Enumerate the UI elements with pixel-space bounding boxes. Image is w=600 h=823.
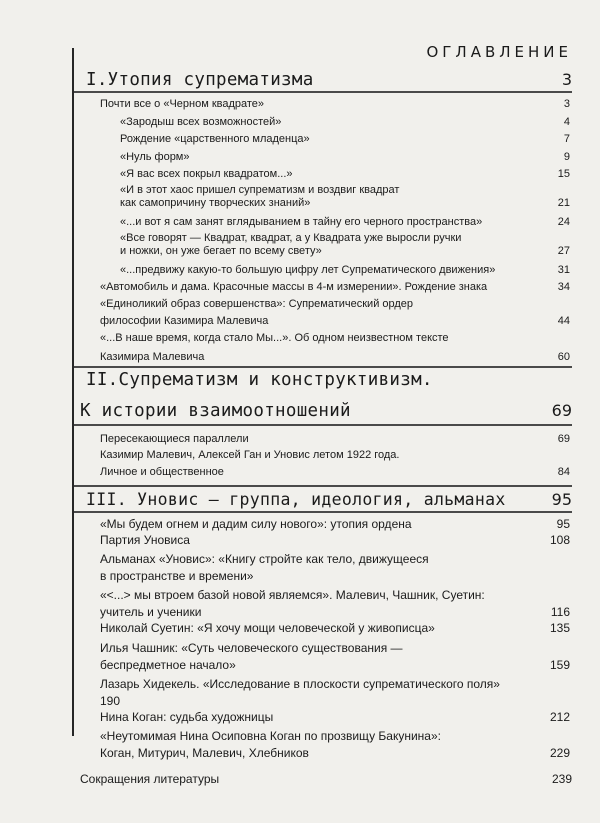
toc-entry: Почти все о «Черном квадрате» 3 xyxy=(100,98,570,110)
section-3-rule xyxy=(74,511,572,513)
section-1-page: 3 xyxy=(561,70,572,89)
toc-footer-entry xyxy=(80,772,572,786)
toc-entry: «...предвижу какую-то большую цифру лет Супрематического движения» 31 xyxy=(120,264,570,276)
toc-entry: Илья Чашник: «Суть человеческого существования — беспредметное начало» 159 xyxy=(100,641,570,672)
toc-entry: Казимир Малевич, Алексей Ган и Уновис летом 1922 года. xyxy=(100,449,400,461)
footer-page: 239 xyxy=(551,772,572,786)
toc-entry: «И в этот хаос пришел супрематизм и воздвиг квадрат как самопричину творческих знаний» 21 xyxy=(120,184,570,209)
section-2-heading-line-2 xyxy=(80,401,572,421)
section-3-rule-top xyxy=(74,485,572,487)
toc-entry: Николай Суетин: «Я хочу мощи человеческой у живописца» 135 xyxy=(100,621,570,635)
section-2-rule-top xyxy=(74,366,572,368)
section-2-title-line-1: II.Супрематизм и конструктивизм. xyxy=(86,370,433,390)
section-1-rule xyxy=(74,91,572,93)
toc-entry: Личное и общественное 84 xyxy=(100,466,570,478)
vertical-rule xyxy=(72,48,74,736)
section-2-heading-line-1 xyxy=(86,370,572,390)
footer-label: Сокращения литературы xyxy=(80,772,220,786)
toc-entry: Рождение «царственного младенца» 7 xyxy=(120,133,570,145)
toc-entry: «Автомобиль и дама. Красочные массы в 4-м измерении». Рождение знака 34 xyxy=(100,281,570,293)
toc-entry: «Я вас всех покрыл квадратом...» 15 xyxy=(120,168,570,180)
section-2-rule xyxy=(74,424,572,426)
section-1-heading xyxy=(86,70,572,90)
section-2-title-line-2: К истории взаимоотношений xyxy=(80,401,351,421)
section-2-page: 69 xyxy=(551,401,572,420)
page-title: ОГЛАВЛЕНИЕ xyxy=(426,43,572,61)
toc-entry: Нина Коган: судьба художницы 212 xyxy=(100,710,570,724)
toc-entry: «Все говорят — Квадрат, квадрат, а у Квадрата уже выросли ручки и ножки, он уже бегает по всему свету» 27 xyxy=(120,232,570,257)
toc-entry: «Зародыш всех возможностей» 4 xyxy=(120,116,570,128)
toc-entry: Партия Уновиса 108 xyxy=(100,533,570,547)
section-3-page: 95 xyxy=(551,490,572,509)
section-3-title: III. Уновис — группа, идеология, альманах xyxy=(86,490,506,509)
section-3-heading xyxy=(86,490,572,509)
toc-entry: Лазарь Хидекель. «Исследование в плоскости супрематического поля» 190 xyxy=(100,677,500,708)
toc-entry: Пересекающиеся параллели 69 xyxy=(100,433,570,445)
toc-entry: «<...> мы втроем базой новой являемся». Малевич, Чашник, Суетин: учитель и ученики 116 xyxy=(100,588,570,619)
toc-entry: «...В наше время, когда стало Мы...». Об одном неизвестном тексте Казимира Малевича 60 xyxy=(100,332,570,363)
toc-entry: «...и вот я сам занят вглядыванием в тайну его черного пространства» 24 xyxy=(120,216,570,228)
toc-entry: «Мы будем огнем и дадим силу нового»: утопия ордена 95 xyxy=(100,517,570,531)
toc-entry: «Нуль форм» 9 xyxy=(120,151,570,163)
toc-entry: Альманах «Уновис»: «Книгу стройте как тело, движущееся в пространстве и времени» xyxy=(100,552,429,583)
toc-entry: «Единоликий образ совершенства»: Супрематический ордер философии Казимира Малевича 44 xyxy=(100,298,570,327)
toc-entry: «Неутомимая Нина Осиповна Коган по прозвищу Бакунина»: Коган, Митурич, Малевич, Хлебников 229 xyxy=(100,729,570,760)
section-1-title: I.Утопия супрематизма xyxy=(86,70,314,90)
